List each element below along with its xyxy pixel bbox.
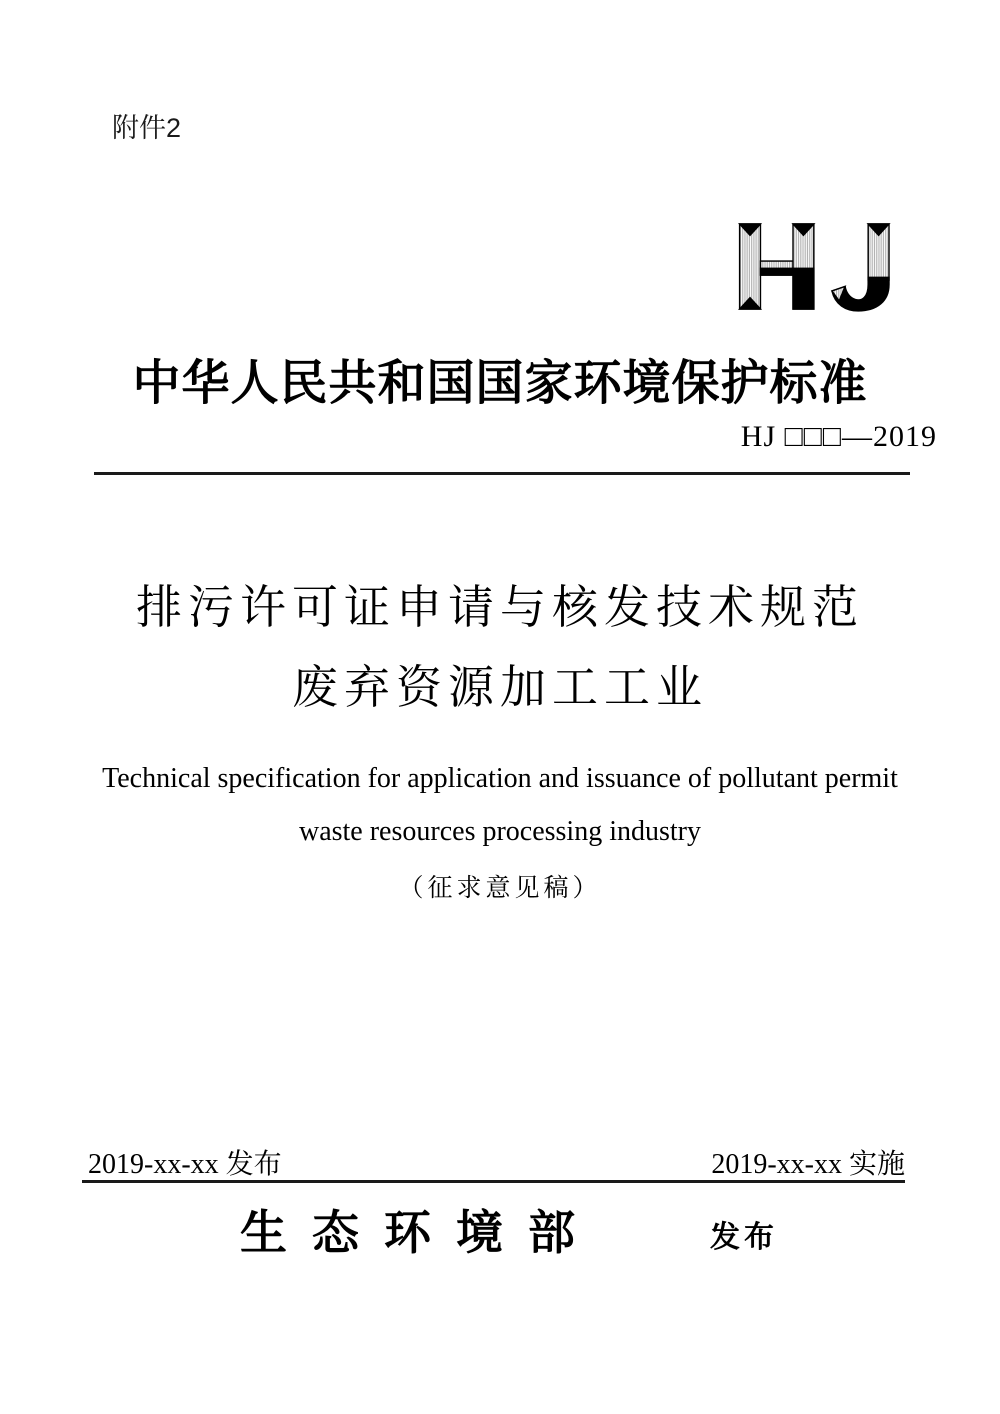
document-title-en-line1: Technical specification for application and issuance of pollutant permit (102, 763, 898, 794)
dates-row (88, 1142, 905, 1182)
document-title-zh-line2: 废弃资源加工工业 (292, 661, 708, 713)
issue-date: 2019-xx-xx 发布 (88, 1149, 282, 1180)
hj-logo-svg (736, 219, 908, 314)
attachment-label: 附件2 (112, 113, 182, 143)
draft-for-comments-note: （征求意见稿） (398, 875, 602, 902)
standard-number: HJ □□□—2019 (740, 420, 937, 453)
hj-standard-logo-icon (736, 219, 908, 314)
implementation-date: 2019-xx-xx 实施 (711, 1149, 905, 1180)
publisher-ministry-name: 生态环境部 (240, 1208, 600, 1260)
publisher-issue-label: 发布 (710, 1221, 778, 1254)
document-title-en-line2: waste resources processing industry (298, 816, 701, 847)
standard-category-title: 中华人民共和国国家环境保护标准 (132, 357, 868, 410)
footer-divider-rule (82, 1180, 905, 1183)
document-title-zh-line1: 排污许可证申请与核发技术规范 (136, 581, 864, 633)
header-divider-rule (94, 472, 910, 475)
